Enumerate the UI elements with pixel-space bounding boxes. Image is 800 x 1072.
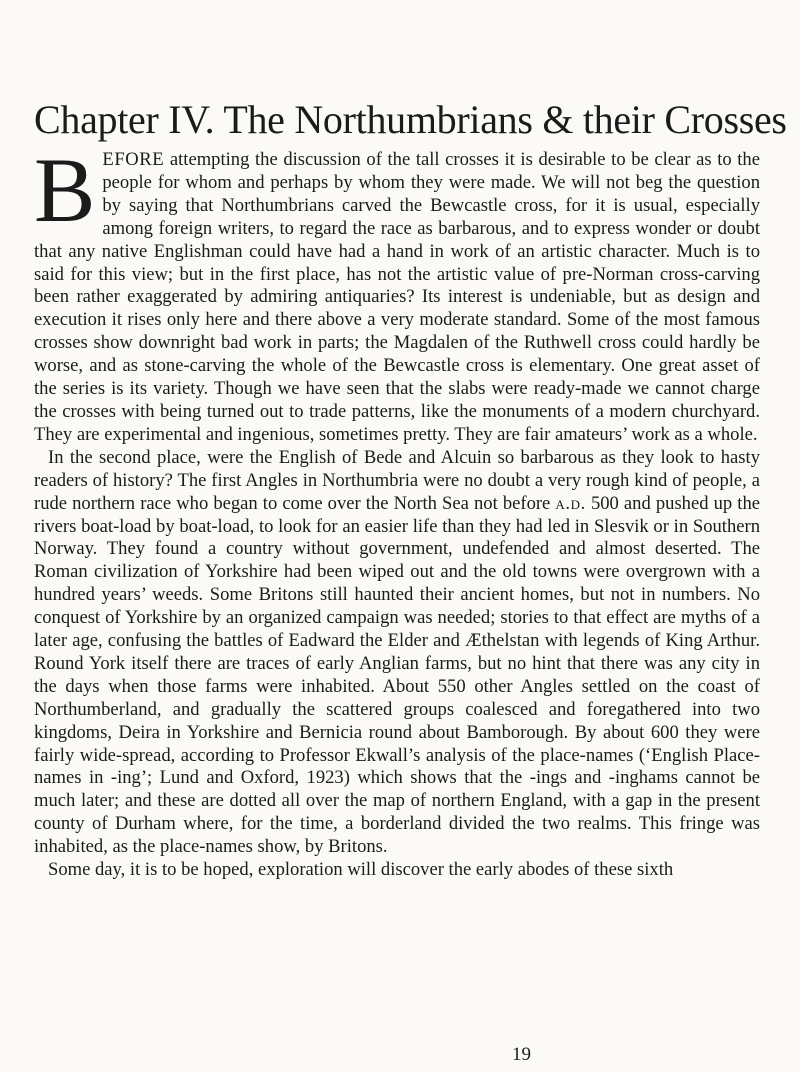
page — [34, 97, 787, 882]
paragraph-2-text-b: 500 and pushed up the rivers boat-load by boat-load, to look for an easier life than they had led in Slesvik or in Southern Norway. They found a country without government, undefended and almost deserted. The Roman civilization of Yorkshire had been wiped out and the old towns were overgrown with a hundred years’ weeds. Some Britons still haunted their ancient homes, but not in numbers. No conquest of Yorkshire by an organized campaign was needed; stories to that effect are myths of a later age, confusing the battles of Eadward the Elder and Æthelstan with legends of King Arthur. Round York itself there are traces of early Anglian farms, but no hint that there was any city in the days when those farms were inhabited. About 550 other Angles settled on the coast of Northumberland, and gradually the scattered groups coalesced and foregathered into two kingdoms, Deira in Yorkshire and Bernicia round about Bamborough. By about 600 they were fairly wide-spread, according to Professor Ekwall’s analysis of the place-names (‘English Place-names in -ing’; Lund and Oxford, 1923) which shows that the -ings and -inghams cannot be much later; and these are dotted all over the map of northern England, with a gap in the present county of Durham where, for the time, a borderland divided the two realms. This fringe was inhabited, as the place-names show, by Britons. — [34, 492, 760, 858]
paragraph-1-text: attempting the discussion of the tall crosses it is desirable to be clear as to the people for whom and perhaps by whom they were made. We will not beg the question by saying that Northumbrians carved the Bewcastle cross, for it is usual, especially among foreign writers, to regard the race as barbarous, and to express wonder or doubt that any native Englishman could have had a hand in work of an artistic character. Much is to said for this view; but in the first place, has not the artistic value of pre-Norman cross-carving been rather exaggerated by admiring antiquaries? Its interest is undeniable, but as design and execution it rises only here and there above a very moderate standard. Some of the most famous crosses show downright bad work in parts; the Magdalen of the Ruthwell cross could hardly be worse, and as stone-carving the whole of the Bewcastle cross is elementary. One great asset of the series is its variety. Though we have seen that the slabs were ready-made we cannot charge the crosses with being turned out to trade patterns, like the monuments of a modern churchyard. They are experimental and ingenious, sometimes pretty. They are fair amateurs’ work as a whole. — [34, 149, 760, 445]
paragraph-3 — [34, 859, 760, 882]
paragraph-2-text-a: In the second place, were the English of Bede and Alcuin so barbarous as they look to hasty readers of history? The first Angles in Northumbria were no doubt a very rough kind of people, a rude northern race who began to come over the North Sea not before — [34, 446, 760, 514]
page-number: 19 — [512, 1044, 531, 1065]
opening-word: EFORE — [102, 149, 165, 170]
era-abbreviation: a.d. — [555, 492, 586, 514]
chapter-title: Chapter IV. The Northumbrians & their Crosses — [34, 97, 787, 142]
paragraph-3-text: Some day, it is to be hoped, exploration will discover the early abodes of these sixth — [48, 859, 674, 881]
paragraph-2 — [34, 447, 760, 859]
drop-cap: B — [34, 139, 96, 241]
paragraph-1 — [34, 139, 760, 447]
body-text — [34, 139, 760, 882]
